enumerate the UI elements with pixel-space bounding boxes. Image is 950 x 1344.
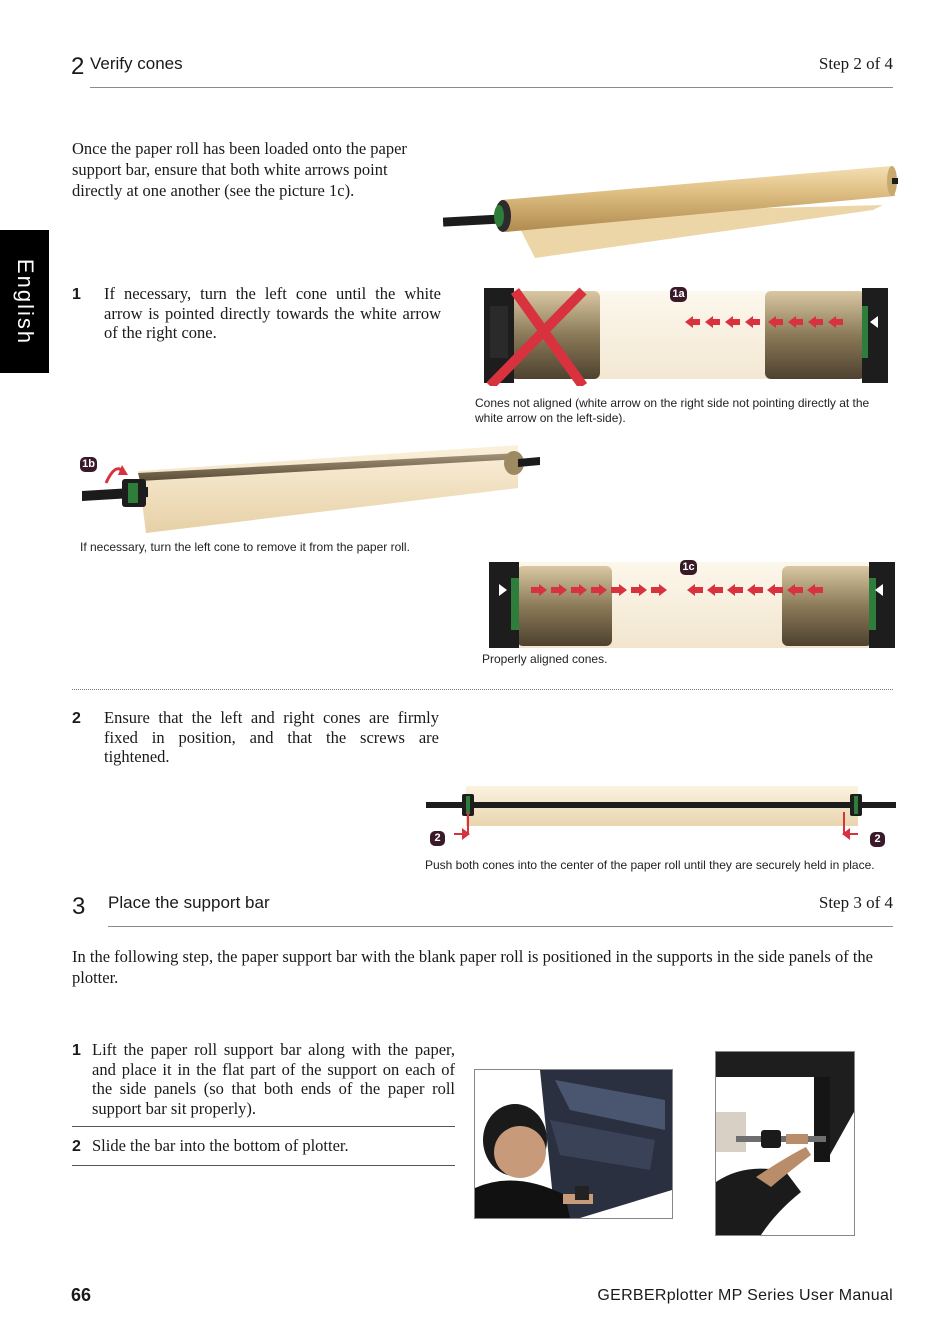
figure-badge: 2 <box>430 831 445 846</box>
paper-roll-illustration <box>443 160 898 260</box>
section-number: 3 <box>72 893 86 920</box>
item-text: Lift the paper roll support bar along with the paper, and place it in the flat part of the support on each of the side panels (so that both ends of the paper roll support bar sit properly). <box>92 1040 455 1118</box>
intro-paragraph: Once the paper roll has been loaded onto the paper support bar, ensure that both white arrows point directly at one another (see the picture 1c). <box>72 139 407 200</box>
section-title: Verify cones <box>90 54 183 73</box>
item-number: 1 <box>72 286 81 303</box>
section-number: 2 <box>71 53 85 80</box>
step-list <box>72 1040 455 1166</box>
figure-badge: 1a <box>670 287 687 302</box>
page-number: 66 <box>71 1285 92 1305</box>
intro-paragraph: In the following step, the paper support bar with the blank paper roll is positioned in the supports in the side panels of the plotter. <box>72 947 874 987</box>
figure-caption: Push both cones into the center of the paper roll until they are securely held in place. <box>425 858 875 872</box>
item-number: 1 <box>72 1042 81 1059</box>
figure-2 <box>424 782 896 852</box>
step-indicator: Step 2 of 4 <box>818 54 893 73</box>
manual-title: GERBERplotter MP Series User Manual <box>597 1287 893 1304</box>
photo-lifting-bar <box>474 1069 673 1219</box>
section-divider <box>72 689 893 690</box>
figure-badge: 2 <box>870 832 885 847</box>
language-tab <box>0 230 49 373</box>
figure-caption: Properly aligned cones. <box>482 652 608 666</box>
figure-badge: 1b <box>80 457 97 472</box>
figure-caption: Cones not aligned (white arrow on the right side not pointing directly at the white arrow on the left-side). <box>475 396 870 425</box>
figure-badge: 1c <box>680 560 697 575</box>
figure-1b <box>78 443 543 538</box>
list-item <box>72 1127 455 1166</box>
figure-caption: If necessary, turn the left cone to remove it from the paper roll. <box>80 540 410 554</box>
list-item <box>72 1040 455 1127</box>
photo-sliding-bar <box>715 1051 855 1236</box>
item-text: Ensure that the left and right cones are firmly fixed in position, and that the screws are tightened. <box>104 708 439 766</box>
header-rule <box>108 926 893 927</box>
header-rule <box>90 87 893 88</box>
figure-1a <box>480 286 890 386</box>
item-text: Slide the bar into the bottom of plotter. <box>92 1136 349 1155</box>
step-indicator: Step 3 of 4 <box>818 893 893 912</box>
language-label: English <box>12 258 38 345</box>
item-text: If necessary, turn the left cone until the white arrow is pointed directly towards the white arrow of the right cone. <box>104 284 441 342</box>
item-number: 2 <box>72 1138 81 1155</box>
section-title: Place the support bar <box>108 893 270 912</box>
figure-1c <box>487 560 895 650</box>
item-number: 2 <box>72 710 81 727</box>
